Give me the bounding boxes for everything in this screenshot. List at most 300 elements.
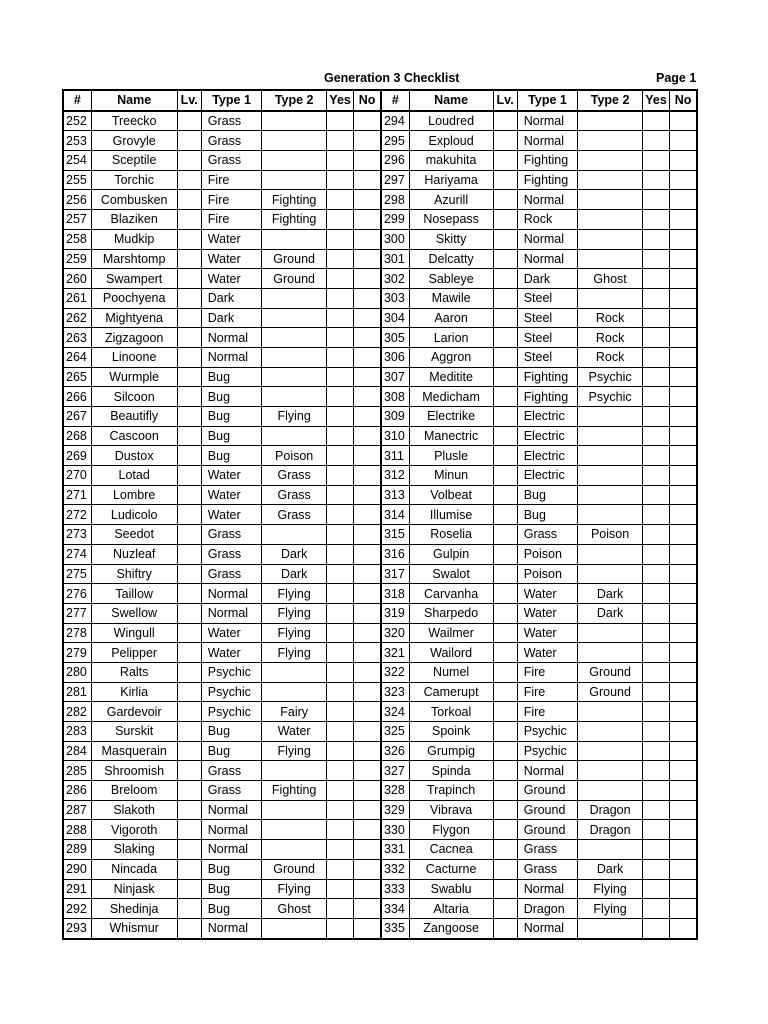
level-cell[interactable] xyxy=(493,859,517,879)
yes-checkbox-cell[interactable] xyxy=(642,426,669,446)
yes-checkbox-cell[interactable] xyxy=(642,761,669,781)
yes-checkbox-cell[interactable] xyxy=(642,564,669,584)
no-checkbox-cell[interactable] xyxy=(670,190,697,210)
no-checkbox-cell[interactable] xyxy=(354,210,381,230)
level-cell[interactable] xyxy=(177,662,201,682)
no-checkbox-cell[interactable] xyxy=(354,151,381,171)
no-checkbox-cell[interactable] xyxy=(670,800,697,820)
no-checkbox-cell[interactable] xyxy=(354,387,381,407)
type1-cell: Fire xyxy=(201,210,262,230)
level-cell[interactable] xyxy=(493,367,517,387)
yes-checkbox-cell[interactable] xyxy=(642,111,669,131)
yes-checkbox-cell[interactable] xyxy=(642,643,669,663)
level-cell[interactable] xyxy=(493,800,517,820)
no-checkbox-cell[interactable] xyxy=(670,682,697,702)
level-cell[interactable] xyxy=(177,426,201,446)
level-cell[interactable] xyxy=(493,918,517,938)
level-cell[interactable] xyxy=(493,269,517,289)
yes-checkbox-cell[interactable] xyxy=(326,820,353,840)
pokemon-name: Pelipper xyxy=(91,643,177,663)
level-cell[interactable] xyxy=(493,643,517,663)
no-checkbox-cell[interactable] xyxy=(670,584,697,604)
level-cell[interactable] xyxy=(177,682,201,702)
dex-number: 264 xyxy=(63,347,91,367)
dex-number: 291 xyxy=(63,879,91,899)
yes-checkbox-cell[interactable] xyxy=(642,859,669,879)
yes-checkbox-cell[interactable] xyxy=(326,643,353,663)
no-checkbox-cell[interactable] xyxy=(670,111,697,131)
no-checkbox-cell[interactable] xyxy=(354,111,381,131)
no-checkbox-cell[interactable] xyxy=(354,820,381,840)
yes-checkbox-cell[interactable] xyxy=(642,722,669,742)
dex-number: 302 xyxy=(381,269,409,289)
level-cell[interactable] xyxy=(493,505,517,525)
dex-number: 325 xyxy=(381,722,409,742)
yes-checkbox-cell[interactable] xyxy=(642,879,669,899)
no-checkbox-cell[interactable] xyxy=(670,407,697,427)
level-cell[interactable] xyxy=(177,840,201,860)
pokemon-name: Spoink xyxy=(409,722,493,742)
dex-number: 308 xyxy=(381,387,409,407)
level-cell[interactable] xyxy=(177,603,201,623)
no-checkbox-cell[interactable] xyxy=(670,387,697,407)
no-checkbox-cell[interactable] xyxy=(354,466,381,486)
pokemon-name: Minun xyxy=(409,466,493,486)
pokemon-name: Combusken xyxy=(91,190,177,210)
level-cell[interactable] xyxy=(177,544,201,564)
yes-checkbox-cell[interactable] xyxy=(326,308,353,328)
no-checkbox-cell[interactable] xyxy=(670,505,697,525)
yes-checkbox-cell[interactable] xyxy=(326,800,353,820)
dex-number: 256 xyxy=(63,190,91,210)
checklist-body xyxy=(63,111,697,939)
no-checkbox-cell[interactable] xyxy=(670,308,697,328)
yes-checkbox-cell[interactable] xyxy=(326,466,353,486)
table-row xyxy=(63,800,697,820)
no-checkbox-cell[interactable] xyxy=(354,840,381,860)
dex-number: 253 xyxy=(63,131,91,151)
no-checkbox-cell[interactable] xyxy=(670,643,697,663)
no-checkbox-cell[interactable] xyxy=(354,603,381,623)
no-checkbox-cell[interactable] xyxy=(670,741,697,761)
yes-checkbox-cell[interactable] xyxy=(642,741,669,761)
no-checkbox-cell[interactable] xyxy=(670,603,697,623)
yes-checkbox-cell[interactable] xyxy=(326,662,353,682)
level-cell[interactable] xyxy=(493,190,517,210)
level-cell[interactable] xyxy=(177,347,201,367)
yes-checkbox-cell[interactable] xyxy=(326,269,353,289)
no-checkbox-cell[interactable] xyxy=(670,662,697,682)
yes-checkbox-cell[interactable] xyxy=(326,288,353,308)
dex-number: 286 xyxy=(63,781,91,801)
dex-number: 306 xyxy=(381,347,409,367)
type1-cell: Fighting xyxy=(517,367,578,387)
level-cell[interactable] xyxy=(493,170,517,190)
level-cell[interactable] xyxy=(493,682,517,702)
level-cell[interactable] xyxy=(177,584,201,604)
yes-checkbox-cell[interactable] xyxy=(326,387,353,407)
no-checkbox-cell[interactable] xyxy=(354,347,381,367)
pokemon-name: Swellow xyxy=(91,603,177,623)
no-checkbox-cell[interactable] xyxy=(670,131,697,151)
yes-checkbox-cell[interactable] xyxy=(326,525,353,545)
table-row xyxy=(63,918,697,938)
yes-checkbox-cell[interactable] xyxy=(642,269,669,289)
level-cell[interactable] xyxy=(177,800,201,820)
level-cell[interactable] xyxy=(177,111,201,131)
no-checkbox-cell[interactable] xyxy=(670,820,697,840)
yes-checkbox-cell[interactable] xyxy=(642,446,669,466)
level-cell[interactable] xyxy=(493,249,517,269)
yes-checkbox-cell[interactable] xyxy=(642,800,669,820)
no-checkbox-cell[interactable] xyxy=(670,269,697,289)
level-cell[interactable] xyxy=(177,623,201,643)
level-cell[interactable] xyxy=(177,328,201,348)
level-cell[interactable] xyxy=(493,111,517,131)
dex-number: 280 xyxy=(63,662,91,682)
yes-checkbox-cell[interactable] xyxy=(326,249,353,269)
no-checkbox-cell[interactable] xyxy=(354,800,381,820)
yes-checkbox-cell[interactable] xyxy=(642,387,669,407)
yes-checkbox-cell[interactable] xyxy=(642,210,669,230)
no-checkbox-cell[interactable] xyxy=(354,859,381,879)
level-cell[interactable] xyxy=(177,269,201,289)
no-checkbox-cell[interactable] xyxy=(354,229,381,249)
no-checkbox-cell[interactable] xyxy=(354,584,381,604)
yes-checkbox-cell[interactable] xyxy=(326,840,353,860)
level-cell[interactable] xyxy=(177,229,201,249)
no-checkbox-cell[interactable] xyxy=(354,564,381,584)
no-checkbox-cell[interactable] xyxy=(670,859,697,879)
type2-cell xyxy=(578,407,643,427)
pokemon-name: makuhita xyxy=(409,151,493,171)
level-cell[interactable] xyxy=(177,387,201,407)
yes-checkbox-cell[interactable] xyxy=(642,328,669,348)
level-cell[interactable] xyxy=(493,722,517,742)
yes-checkbox-cell[interactable] xyxy=(642,603,669,623)
level-cell[interactable] xyxy=(493,525,517,545)
level-cell[interactable] xyxy=(177,170,201,190)
level-cell[interactable] xyxy=(177,308,201,328)
yes-checkbox-cell[interactable] xyxy=(326,407,353,427)
yes-checkbox-cell[interactable] xyxy=(326,485,353,505)
yes-checkbox-cell[interactable] xyxy=(326,190,353,210)
no-checkbox-cell[interactable] xyxy=(354,544,381,564)
no-checkbox-cell[interactable] xyxy=(670,840,697,860)
level-cell[interactable] xyxy=(493,781,517,801)
dex-number: 255 xyxy=(63,170,91,190)
no-checkbox-cell[interactable] xyxy=(354,485,381,505)
yes-checkbox-cell[interactable] xyxy=(642,623,669,643)
no-checkbox-cell[interactable] xyxy=(670,426,697,446)
yes-checkbox-cell[interactable] xyxy=(642,131,669,151)
no-checkbox-cell[interactable] xyxy=(354,426,381,446)
level-cell[interactable] xyxy=(493,840,517,860)
no-checkbox-cell[interactable] xyxy=(670,761,697,781)
level-cell[interactable] xyxy=(177,741,201,761)
yes-checkbox-cell[interactable] xyxy=(642,781,669,801)
header-level: Lv. xyxy=(177,90,201,111)
type2-cell: Flying xyxy=(578,879,643,899)
no-checkbox-cell[interactable] xyxy=(354,761,381,781)
yes-checkbox-cell[interactable] xyxy=(326,111,353,131)
yes-checkbox-cell[interactable] xyxy=(642,367,669,387)
table-row xyxy=(63,288,697,308)
level-cell[interactable] xyxy=(177,367,201,387)
no-checkbox-cell[interactable] xyxy=(354,918,381,938)
yes-checkbox-cell[interactable] xyxy=(642,584,669,604)
level-cell[interactable] xyxy=(493,229,517,249)
yes-checkbox-cell[interactable] xyxy=(326,426,353,446)
no-checkbox-cell[interactable] xyxy=(354,131,381,151)
no-checkbox-cell[interactable] xyxy=(354,741,381,761)
level-cell[interactable] xyxy=(493,564,517,584)
type2-cell xyxy=(578,426,643,446)
no-checkbox-cell[interactable] xyxy=(354,288,381,308)
yes-checkbox-cell[interactable] xyxy=(642,170,669,190)
no-checkbox-cell[interactable] xyxy=(670,485,697,505)
level-cell[interactable] xyxy=(177,879,201,899)
no-checkbox-cell[interactable] xyxy=(354,525,381,545)
yes-checkbox-cell[interactable] xyxy=(642,249,669,269)
type2-cell: Rock xyxy=(578,308,643,328)
dex-number: 326 xyxy=(381,741,409,761)
level-cell[interactable] xyxy=(177,643,201,663)
level-cell[interactable] xyxy=(493,151,517,171)
table-row xyxy=(63,485,697,505)
level-cell[interactable] xyxy=(493,485,517,505)
yes-checkbox-cell[interactable] xyxy=(326,505,353,525)
pokemon-name: Manectric xyxy=(409,426,493,446)
header-number: # xyxy=(381,90,409,111)
level-cell[interactable] xyxy=(493,466,517,486)
no-checkbox-cell[interactable] xyxy=(670,722,697,742)
type2-cell xyxy=(262,308,327,328)
no-checkbox-cell[interactable] xyxy=(670,918,697,938)
level-cell[interactable] xyxy=(177,702,201,722)
yes-checkbox-cell[interactable] xyxy=(642,485,669,505)
yes-checkbox-cell[interactable] xyxy=(642,466,669,486)
yes-checkbox-cell[interactable] xyxy=(642,899,669,919)
level-cell[interactable] xyxy=(177,466,201,486)
no-checkbox-cell[interactable] xyxy=(670,702,697,722)
level-cell[interactable] xyxy=(177,505,201,525)
type2-cell xyxy=(578,702,643,722)
header-number: # xyxy=(63,90,91,111)
level-cell[interactable] xyxy=(177,761,201,781)
level-cell[interactable] xyxy=(493,426,517,446)
yes-checkbox-cell[interactable] xyxy=(326,151,353,171)
no-checkbox-cell[interactable] xyxy=(354,170,381,190)
yes-checkbox-cell[interactable] xyxy=(326,328,353,348)
yes-checkbox-cell[interactable] xyxy=(642,820,669,840)
level-cell[interactable] xyxy=(177,899,201,919)
no-checkbox-cell[interactable] xyxy=(354,662,381,682)
dex-number: 297 xyxy=(381,170,409,190)
level-cell[interactable] xyxy=(493,623,517,643)
yes-checkbox-cell[interactable] xyxy=(326,131,353,151)
yes-checkbox-cell[interactable] xyxy=(642,288,669,308)
no-checkbox-cell[interactable] xyxy=(670,288,697,308)
yes-checkbox-cell[interactable] xyxy=(326,781,353,801)
yes-checkbox-cell[interactable] xyxy=(642,151,669,171)
level-cell[interactable] xyxy=(493,741,517,761)
dex-number: 254 xyxy=(63,151,91,171)
no-checkbox-cell[interactable] xyxy=(354,879,381,899)
level-cell[interactable] xyxy=(493,347,517,367)
yes-checkbox-cell[interactable] xyxy=(326,544,353,564)
no-checkbox-cell[interactable] xyxy=(670,446,697,466)
no-checkbox-cell[interactable] xyxy=(354,722,381,742)
no-checkbox-cell[interactable] xyxy=(670,544,697,564)
yes-checkbox-cell[interactable] xyxy=(642,505,669,525)
level-cell[interactable] xyxy=(177,210,201,230)
yes-checkbox-cell[interactable] xyxy=(642,918,669,938)
yes-checkbox-cell[interactable] xyxy=(642,702,669,722)
level-cell[interactable] xyxy=(177,288,201,308)
level-cell[interactable] xyxy=(493,584,517,604)
level-cell[interactable] xyxy=(177,485,201,505)
no-checkbox-cell[interactable] xyxy=(670,899,697,919)
yes-checkbox-cell[interactable] xyxy=(642,229,669,249)
no-checkbox-cell[interactable] xyxy=(670,564,697,584)
level-cell[interactable] xyxy=(493,131,517,151)
no-checkbox-cell[interactable] xyxy=(670,210,697,230)
yes-checkbox-cell[interactable] xyxy=(326,899,353,919)
yes-checkbox-cell[interactable] xyxy=(326,879,353,899)
level-cell[interactable] xyxy=(177,151,201,171)
no-checkbox-cell[interactable] xyxy=(354,269,381,289)
yes-checkbox-cell[interactable] xyxy=(326,584,353,604)
type2-cell xyxy=(262,800,327,820)
type1-cell: Bug xyxy=(201,367,262,387)
level-cell[interactable] xyxy=(493,407,517,427)
level-cell[interactable] xyxy=(493,603,517,623)
yes-checkbox-cell[interactable] xyxy=(326,564,353,584)
level-cell[interactable] xyxy=(493,210,517,230)
yes-checkbox-cell[interactable] xyxy=(642,407,669,427)
level-cell[interactable] xyxy=(177,249,201,269)
no-checkbox-cell[interactable] xyxy=(354,781,381,801)
yes-checkbox-cell[interactable] xyxy=(642,662,669,682)
pokemon-name: Loudred xyxy=(409,111,493,131)
level-cell[interactable] xyxy=(493,662,517,682)
table-row xyxy=(63,308,697,328)
no-checkbox-cell[interactable] xyxy=(670,879,697,899)
no-checkbox-cell[interactable] xyxy=(354,308,381,328)
type2-cell: Flying xyxy=(262,407,327,427)
yes-checkbox-cell[interactable] xyxy=(642,190,669,210)
yes-checkbox-cell[interactable] xyxy=(326,170,353,190)
no-checkbox-cell[interactable] xyxy=(670,347,697,367)
no-checkbox-cell[interactable] xyxy=(354,682,381,702)
level-cell[interactable] xyxy=(177,190,201,210)
no-checkbox-cell[interactable] xyxy=(354,702,381,722)
level-cell[interactable] xyxy=(177,918,201,938)
level-cell[interactable] xyxy=(493,446,517,466)
yes-checkbox-cell[interactable] xyxy=(642,525,669,545)
yes-checkbox-cell[interactable] xyxy=(326,229,353,249)
type2-cell: Ground xyxy=(262,249,327,269)
yes-checkbox-cell[interactable] xyxy=(326,682,353,702)
type2-cell xyxy=(262,662,327,682)
no-checkbox-cell[interactable] xyxy=(670,249,697,269)
level-cell[interactable] xyxy=(177,859,201,879)
yes-checkbox-cell[interactable] xyxy=(326,918,353,938)
no-checkbox-cell[interactable] xyxy=(670,525,697,545)
level-cell[interactable] xyxy=(177,525,201,545)
level-cell[interactable] xyxy=(177,131,201,151)
level-cell[interactable] xyxy=(493,328,517,348)
no-checkbox-cell[interactable] xyxy=(670,367,697,387)
yes-checkbox-cell[interactable] xyxy=(326,702,353,722)
pokemon-name: Slakoth xyxy=(91,800,177,820)
no-checkbox-cell[interactable] xyxy=(354,249,381,269)
type1-cell: Poison xyxy=(517,544,578,564)
level-cell[interactable] xyxy=(493,820,517,840)
no-checkbox-cell[interactable] xyxy=(354,367,381,387)
no-checkbox-cell[interactable] xyxy=(354,328,381,348)
yes-checkbox-cell[interactable] xyxy=(642,682,669,702)
no-checkbox-cell[interactable] xyxy=(670,623,697,643)
yes-checkbox-cell[interactable] xyxy=(326,623,353,643)
yes-checkbox-cell[interactable] xyxy=(642,544,669,564)
no-checkbox-cell[interactable] xyxy=(354,899,381,919)
level-cell[interactable] xyxy=(493,387,517,407)
level-cell[interactable] xyxy=(493,308,517,328)
level-cell[interactable] xyxy=(177,564,201,584)
level-cell[interactable] xyxy=(177,446,201,466)
yes-checkbox-cell[interactable] xyxy=(326,210,353,230)
level-cell[interactable] xyxy=(177,781,201,801)
level-cell[interactable] xyxy=(493,761,517,781)
no-checkbox-cell[interactable] xyxy=(354,643,381,663)
level-cell[interactable] xyxy=(493,899,517,919)
level-cell[interactable] xyxy=(493,879,517,899)
no-checkbox-cell[interactable] xyxy=(670,151,697,171)
level-cell[interactable] xyxy=(177,722,201,742)
yes-checkbox-cell[interactable] xyxy=(326,347,353,367)
level-cell[interactable] xyxy=(177,407,201,427)
level-cell[interactable] xyxy=(493,544,517,564)
yes-checkbox-cell[interactable] xyxy=(326,741,353,761)
no-checkbox-cell[interactable] xyxy=(354,190,381,210)
yes-checkbox-cell[interactable] xyxy=(326,859,353,879)
yes-checkbox-cell[interactable] xyxy=(326,603,353,623)
level-cell[interactable] xyxy=(493,288,517,308)
no-checkbox-cell[interactable] xyxy=(670,466,697,486)
no-checkbox-cell[interactable] xyxy=(670,781,697,801)
no-checkbox-cell[interactable] xyxy=(670,328,697,348)
no-checkbox-cell[interactable] xyxy=(670,229,697,249)
no-checkbox-cell[interactable] xyxy=(670,170,697,190)
yes-checkbox-cell[interactable] xyxy=(642,840,669,860)
dex-number: 292 xyxy=(63,899,91,919)
type2-cell xyxy=(578,840,643,860)
no-checkbox-cell[interactable] xyxy=(354,505,381,525)
yes-checkbox-cell[interactable] xyxy=(326,761,353,781)
no-checkbox-cell[interactable] xyxy=(354,407,381,427)
level-cell[interactable] xyxy=(177,820,201,840)
yes-checkbox-cell[interactable] xyxy=(326,367,353,387)
no-checkbox-cell[interactable] xyxy=(354,623,381,643)
yes-checkbox-cell[interactable] xyxy=(642,347,669,367)
no-checkbox-cell[interactable] xyxy=(354,446,381,466)
level-cell[interactable] xyxy=(493,702,517,722)
yes-checkbox-cell[interactable] xyxy=(642,308,669,328)
yes-checkbox-cell[interactable] xyxy=(326,722,353,742)
yes-checkbox-cell[interactable] xyxy=(326,446,353,466)
